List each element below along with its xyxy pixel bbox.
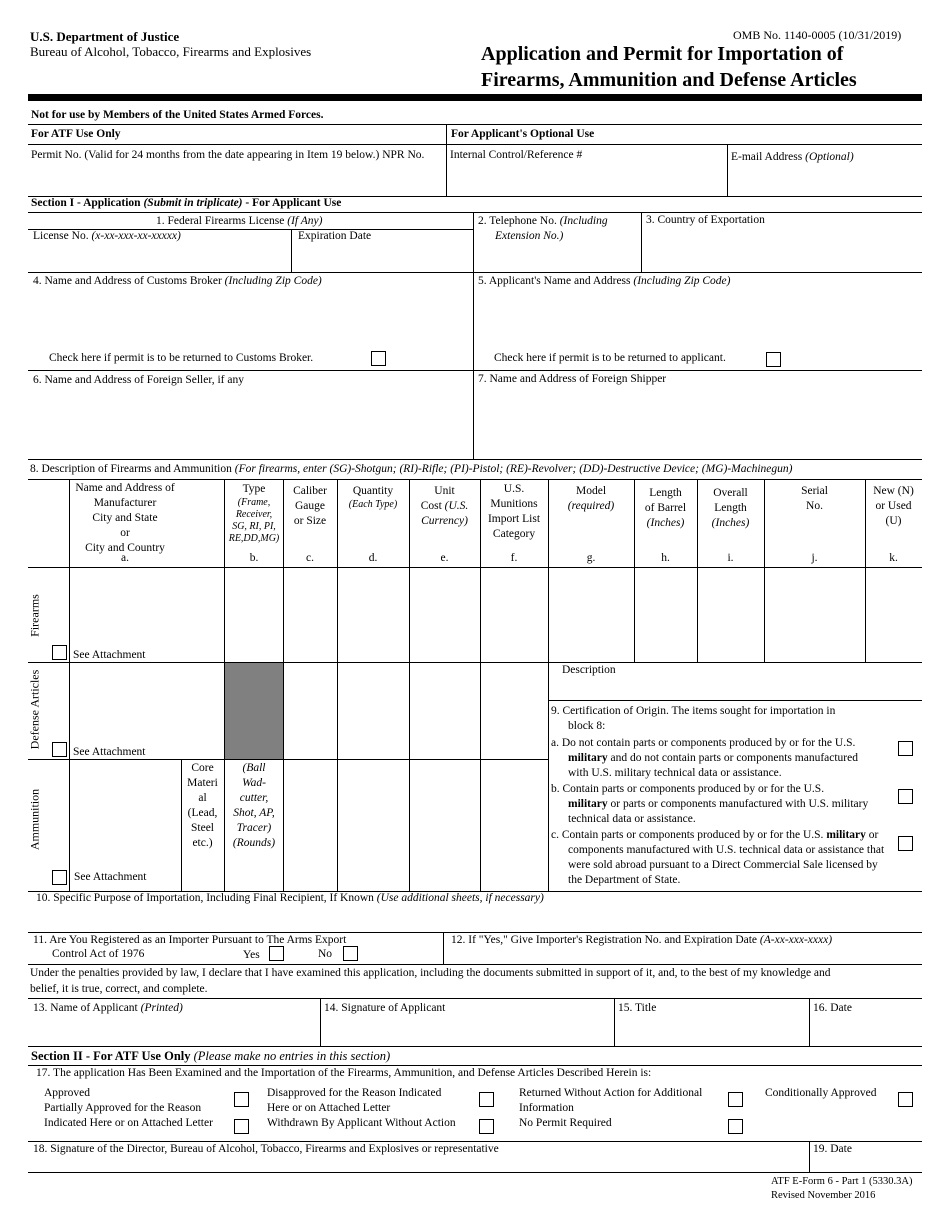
col-k-letter: k. [889,552,898,564]
item9a-checkbox[interactable] [898,741,913,756]
text-fragment: 5. Applicant's Name and Address [478,275,631,287]
horizontal-rule [28,459,922,460]
registered-no-checkbox[interactable] [343,946,358,961]
text-fragment: (Including Zip Code) [633,275,731,287]
returned-label-1: Returned Without Action for Additional [519,1087,703,1099]
col-c-header [283,484,337,529]
declaration-line2: belief, it is true, correct, and complete. [30,983,208,995]
text-fragment: 4. Name and Address of Customs Broker [33,275,222,287]
item17-label: 17. The application Has Been Examined and the Importation of the Firearms, Ammunition, and Defense Articles Described Herein is: [36,1067,652,1079]
description-label: Description [562,664,616,676]
col-f-header [480,482,548,542]
text-fragment: Tracer) [236,822,272,834]
vertical-rule [641,212,642,272]
broker-return-label: Check here if permit is to be returned to Customs Broker. [49,352,314,364]
item9a-line1: a. Do not contain parts or components produced by or for the U.S. [551,737,856,749]
text-fragment: (Inches) [646,517,685,529]
text-fragment: cutter, [239,792,269,804]
text-fragment: c. Contain parts or components produced by or for the U.S. [551,829,827,841]
text-fragment: (Including Zip Code) [224,275,322,287]
text-fragment: (Frame, [237,497,271,508]
text-fragment: Quantity [352,485,394,497]
text-fragment: (Each Type) [348,499,398,510]
horizontal-rule [28,272,922,273]
withdrawn-label: Withdrawn By Applicant Without Action [267,1117,456,1129]
broker-return-checkbox[interactable] [371,351,386,366]
horizontal-rule [28,662,922,663]
section2-title [31,1049,390,1064]
shaded-cell [225,663,283,759]
item8-description-label [30,463,793,475]
text-fragment: New (N) [873,485,914,497]
item9-title: 9. Certification of Origin. The items sought for importation in [551,705,836,717]
text-fragment: (Submit in triplicate) [143,197,243,209]
text-fragment: of Barrel [644,502,687,514]
row-ammo-label: Ammunition [27,788,42,851]
item9c-line2: components manufactured with U.S. technical data or assistance that [568,844,885,856]
permit-number-field[interactable]: Permit No. (Valid for 24 months from the date appearing in Item 19 below.) NPR No. [31,149,425,161]
vertical-rule [69,569,70,891]
vertical-rule [409,479,410,891]
col-c-letter: c. [306,552,314,564]
approval-date-field[interactable]: 19. Date [813,1143,852,1155]
col-a-letter: a. [121,552,129,564]
text-fragment: Core [191,762,214,774]
item9c-line1 [551,829,878,841]
text-fragment: Wad- [242,777,266,789]
customs-broker-field[interactable] [33,275,322,287]
form-id: ATF E-Form 6 - Part 1 (5330.3A) [771,1176,913,1187]
row-firearms-label: Firearms [27,594,42,637]
item9b-checkbox[interactable] [898,789,913,804]
text-fragment: Steel [191,822,214,834]
text-fragment: (Lead, [187,807,218,819]
withdrawn-checkbox[interactable] [479,1119,494,1134]
vertical-rule [809,1141,810,1172]
foreign-shipper-field[interactable]: 7. Name and Address of Foreign Shipper [478,373,667,385]
vertical-rule [548,479,549,891]
vertical-rule [473,212,474,459]
text-fragment: 1. Federal Firearms License [156,215,285,227]
text-fragment: 10. Specific Purpose of Importation, Including Final Recipient, If Known [36,892,374,904]
text-fragment: City and Country [85,542,165,554]
text-fragment: City and State [92,512,158,524]
item11-label2: Control Act of 1976 [52,948,145,960]
text-fragment: 8. Description of Firearms and Ammunition [30,463,232,475]
item1-ffl-label [156,215,322,227]
applicant-return-checkbox[interactable] [766,352,781,367]
text-fragment: 12. If "Yes," Give Importer's Registration No. and Expiration Date [451,934,758,946]
telephone-field[interactable] [478,215,608,227]
ammo-type-label [224,761,284,851]
text-fragment: SG, RI, PI, [232,521,276,532]
applicant-address-field[interactable] [478,275,731,287]
ammo-see-attachment: See Attachment [74,871,147,883]
col-e-header [409,484,480,529]
text-fragment: Manufacturer [93,497,157,509]
returned-checkbox[interactable] [728,1092,743,1107]
disapproved-label-1: Disapproved for the Reason Indicated [267,1087,442,1099]
text-fragment: or Used [875,500,912,512]
applicant-optional-label: For Applicant's Optional Use [451,128,595,140]
applicant-name-field[interactable] [33,1002,183,1014]
bureau-name: Bureau of Alcohol, Tobacco, Firearms and Explosives [30,44,312,59]
col-k-header [865,484,922,529]
horizontal-rule [28,1141,922,1142]
text-fragment: Cost [420,500,442,512]
text-fragment: (U) [885,515,902,527]
firearms-attachment-checkbox[interactable] [52,645,67,660]
col-d-header [337,484,409,511]
horizontal-rule [28,479,922,480]
col-j-letter: j. [811,552,818,564]
director-signature-field[interactable]: 18. Signature of the Director, Bureau of Alcohol, Tobacco, Firearms and Explosives or representative [33,1143,499,1155]
text-fragment: (Including [559,215,608,227]
header-rule [28,94,922,101]
date-field[interactable]: 16. Date [813,1002,852,1014]
col-j-header [764,484,865,514]
item9a-line3: with U.S. military technical data or assistance. [568,767,782,779]
item9c-line4: the Department of State. [568,874,681,886]
text-fragment: or [120,527,130,539]
text-fragment: Length [649,487,682,499]
horizontal-rule [548,700,922,701]
text-fragment [409,499,480,514]
text-fragment: military [568,798,608,810]
item9a-line2 [568,752,858,764]
text-fragment: (x-xx-xxx-xx-xxxxx) [91,230,181,242]
ammo-attachment-checkbox[interactable] [52,870,67,885]
country-of-exportation-field[interactable]: 3. Country of Exportation [646,214,765,226]
conditional-label: Conditionally Approved [765,1087,877,1099]
partial-label-2: Indicated Here or on Attached Letter [44,1117,213,1129]
returned-label-2: Information [519,1102,574,1114]
item9b-line1: b. Contain parts or components produced by or for the U.S. [551,783,825,795]
horizontal-rule [28,212,922,213]
applicant-return-label: Check here if permit is to be returned to applicant. [494,352,726,364]
col-b-header [224,482,284,545]
item9-title2: block 8: [568,720,606,732]
horizontal-rule [28,144,922,145]
text-fragment: (Optional) [805,151,854,163]
no-permit-checkbox[interactable] [728,1119,743,1134]
item9c-checkbox[interactable] [898,836,913,851]
text-fragment: (Use additional sheets, if necessary) [376,892,544,904]
text-fragment: Length [714,502,747,514]
horizontal-rule [28,567,922,568]
horizontal-rule [28,932,922,933]
agency-name: U.S. Department of Justice [30,29,180,44]
text-fragment: military [826,829,866,841]
text-fragment: Currency) [421,515,468,527]
col-a-header [60,481,190,556]
text-fragment: Name and Address of [75,482,175,494]
approved-checkbox[interactable] [234,1092,249,1107]
horizontal-rule [28,964,922,965]
item10-purpose-field[interactable] [36,892,544,904]
text-fragment: Munitions [490,498,538,510]
text-fragment: Section I - Application [31,197,141,209]
email-field[interactable] [731,151,854,163]
partial-label-1: Partially Approved for the Reason [44,1102,202,1114]
col-f-letter: f. [510,552,518,564]
text-fragment: U.S. [503,483,525,495]
applicant-signature-field[interactable]: 14. Signature of Applicant [324,1002,446,1014]
text-fragment: Import List [487,513,541,525]
armed-forces-notice: Not for use by Members of the United States Armed Forces. [31,109,324,121]
text-fragment: military [568,752,608,764]
horizontal-rule [28,1065,922,1066]
text-fragment: (Rounds) [232,837,276,849]
text-fragment: Model [575,485,607,497]
text-fragment: or [865,829,879,841]
col-g-header [548,484,634,514]
registered-yes-checkbox[interactable] [269,946,284,961]
col-i-letter: i. [727,552,734,564]
text-fragment: Unit [434,485,455,497]
internal-reference-field[interactable]: Internal Control/Reference # [450,149,583,161]
text-fragment: (Ball [242,762,266,774]
title-field[interactable]: 15. Title [618,1002,657,1014]
item9c-line3: were sold abroad pursuant to a Direct Commercial Sale licensed by [568,859,878,871]
section1-title [31,197,341,209]
firearms-see-attachment: See Attachment [73,649,146,661]
horizontal-rule [28,370,922,371]
no-label: No [318,948,333,960]
col-i-header [697,486,764,531]
text-fragment: No. [806,500,823,512]
yes-label: Yes [243,949,260,961]
col-g-letter: g. [586,552,596,564]
text-fragment: Gauge [294,500,325,512]
row-defense-label: Defense Articles [27,669,42,750]
text-fragment: - For Applicant Use [245,197,342,209]
disapproved-label-2: Here or on Attached Letter [267,1102,391,1114]
text-fragment: or Size [293,515,327,527]
vertical-rule [614,998,615,1046]
col-e-letter: e. [440,552,449,564]
form-title-line2: Firearms, Ammunition and Defense Articles [481,69,857,91]
text-fragment: Materi [187,777,218,789]
text-fragment: 13. Name of Applicant [33,1002,138,1014]
revised-date: Revised November 2016 [771,1190,876,1201]
vertical-rule [443,932,444,964]
vertical-rule [809,998,810,1046]
text-fragment: License No. [33,230,89,242]
vertical-rule [446,124,447,196]
text-fragment: (Please make no entries in this section) [193,1049,391,1063]
text-fragment: E-mail Address [731,151,803,163]
text-fragment: Section II - For ATF Use Only [31,1049,191,1063]
text-fragment: Type [242,483,266,495]
text-fragment: (Inches) [711,517,750,529]
atf-use-label: For ATF Use Only [31,128,121,140]
horizontal-rule [28,759,548,760]
text-fragment: (A-xx-xxx-xxxx) [759,934,833,946]
conditional-checkbox[interactable] [898,1092,913,1107]
no-permit-label: No Permit Required [519,1117,612,1129]
expiration-date-field[interactable]: Expiration Date [298,230,372,242]
vertical-rule [320,998,321,1046]
defense-attachment-checkbox[interactable] [52,742,67,757]
col-d-letter: d. [368,552,378,564]
col-h-letter: h. [661,552,670,564]
horizontal-rule [28,1172,922,1173]
text-fragment: or parts or components manufactured with U.S. military [607,798,869,810]
telephone-note: Extension No.) [495,230,564,242]
item9b-line3: technical data or assistance. [568,813,696,825]
core-material-label [181,761,224,851]
text-fragment: (For firearms, enter (SG)-Shotgun; (RI)-Rifle; (PI)-Pistol; (RE)-Revolver; (DD)-Destructive Device; (MG)-Machinegun) [234,463,793,475]
foreign-seller-field[interactable]: 6. Name and Address of Foreign Seller, if any [33,374,244,386]
text-fragment: etc.) [192,837,213,849]
vertical-rule [727,144,728,196]
col-b-letter: b. [249,552,259,564]
text-fragment: (If Any) [287,215,323,227]
partial-checkbox[interactable] [234,1119,249,1134]
horizontal-rule [28,124,922,125]
text-fragment: (U.S. [444,500,469,512]
text-fragment: Shot, AP, [233,807,275,819]
omb-number: OMB No. 1140-0005 (10/31/2019) [733,28,902,42]
text-fragment: 2. Telephone No. [478,215,557,227]
vertical-rule [291,229,292,272]
text-fragment: and do not contain parts or components manufactured [607,752,858,764]
text-fragment: Caliber [293,485,327,497]
text-fragment: Category [492,528,536,540]
horizontal-rule [28,1046,922,1047]
form-title-line1: Application and Permit for Importation of [481,43,844,65]
declaration-line1: Under the penalties provided by law, I declare that I have examined this application, including the documents submitted in support of it, and, to the best of my knowledge and [30,967,831,979]
item12-registration-field[interactable] [451,934,832,946]
license-number-field[interactable] [33,230,181,242]
text-fragment: RE,DD,MG) [228,533,280,544]
col-h-header [634,486,697,531]
vertical-rule [337,479,338,891]
item9b-line2 [568,798,868,810]
item11-label: 11. Are You Registered as an Importer Pursuant to The Arms Export [33,934,347,946]
horizontal-rule [28,998,922,999]
approved-label: Approved [44,1087,90,1099]
disapproved-checkbox[interactable] [479,1092,494,1107]
text-fragment: Receiver, [235,509,273,520]
text-fragment: al [198,792,207,804]
text-fragment: Serial [801,485,828,497]
text-fragment: Overall [713,487,748,499]
text-fragment: (Printed) [140,1002,183,1014]
text-fragment: (required) [567,500,615,512]
defense-see-attachment: See Attachment [73,746,146,758]
